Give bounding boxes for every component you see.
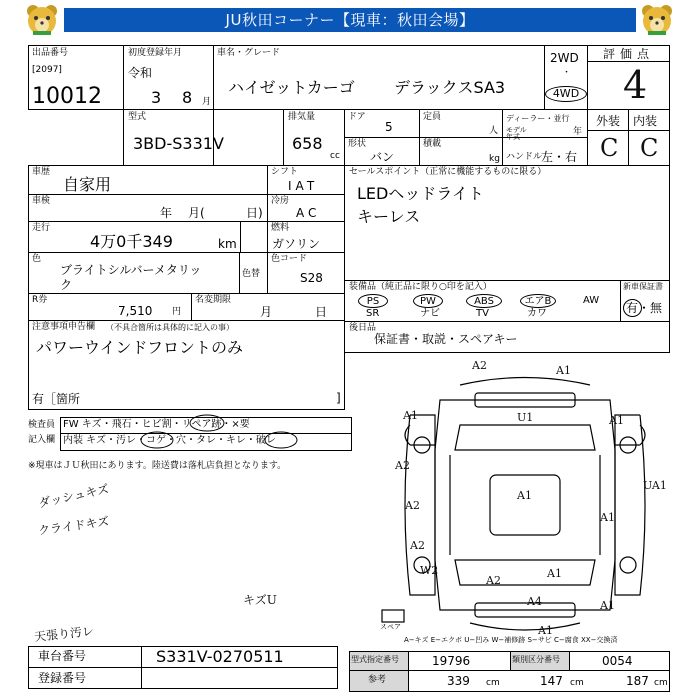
repair-history: 有［箇所 <box>32 392 81 406</box>
new-warranty-value: 有・無 <box>626 301 663 315</box>
car-name: ハイゼットカーゴ <box>228 78 355 97</box>
equip-abs: ABS <box>466 294 502 308</box>
color-change-label: 色替 <box>242 269 261 279</box>
mileage-label: 走行 <box>32 223 51 233</box>
shift-value: IAT <box>288 179 319 193</box>
score-value: 4 <box>623 63 648 107</box>
equip-aw: AW <box>583 295 600 306</box>
spare-label: スペア <box>380 623 401 631</box>
displacement-unit: cc <box>330 151 340 161</box>
dims-width-unit: cm <box>570 678 584 688</box>
shape-value: バン <box>370 150 395 164</box>
new-warranty-label: 新車保証書 <box>623 282 663 291</box>
type-cert-label: 型式指定番号 <box>351 655 399 664</box>
displacement-cell <box>213 109 345 166</box>
mark-a1-left: A1 <box>403 409 418 422</box>
handle-value: 左・右 <box>541 150 578 164</box>
fuel-label: 燃料 <box>271 223 290 233</box>
mark-a1-top: A1 <box>556 364 571 377</box>
mark-a1-rear: A1 <box>547 567 562 580</box>
car-outline <box>382 378 645 631</box>
dims-height-unit: cm <box>654 678 668 688</box>
handwritten-dash-scratch: ダッシュキズ <box>37 481 111 511</box>
mark-a2-mid-left: A2 <box>405 499 420 512</box>
inspection-year: 年 <box>160 206 173 220</box>
rear-accessories-value: 保証書・取説・スペアキー <box>374 332 518 346</box>
bear-mascot-icon <box>640 3 674 37</box>
mark-a1-right-low: A1 <box>600 511 615 524</box>
handwritten-glide-scratch: クライドキズ <box>37 514 111 538</box>
type-cert-value: 19796 <box>432 654 471 668</box>
displacement-divider <box>283 109 284 166</box>
check-label-1: 検査員 <box>28 420 56 430</box>
inspection-cell <box>28 194 268 222</box>
notes-label: 注意事項申告欄 <box>32 322 96 332</box>
dims-height: 187 <box>626 674 649 688</box>
header <box>0 0 700 42</box>
color-code-label: 色コード <box>271 254 308 264</box>
handle-label: ハンドル <box>506 152 543 162</box>
check-label-2: 記入欄 <box>28 435 56 445</box>
check-row-fw: FW キズ・飛石・ヒビ割・リペア跡・×要 <box>63 419 250 430</box>
transfer-label: 名変期限 <box>195 295 232 305</box>
mark-w2-left: W2 <box>420 564 439 577</box>
equip-sr: SR <box>366 308 380 319</box>
new-warranty-circle <box>623 299 642 317</box>
check-circle-marks <box>60 414 360 454</box>
doors-value: 5 <box>385 120 393 134</box>
drive-2wd: 2WD <box>550 51 579 65</box>
rear-accessories-label: 後日品 <box>349 323 377 333</box>
dims-label: 参考 <box>368 675 387 685</box>
mark-a2-top: A2 <box>472 359 487 372</box>
model-year-unit: 年 <box>573 127 583 137</box>
car-name-label: 車名・グレード <box>217 48 281 58</box>
lot-number: 10012 <box>32 84 102 109</box>
mark-ua1-right: UA1 <box>643 479 667 492</box>
equip-pw: PW <box>413 294 443 308</box>
inspection-day: 日) <box>246 206 263 220</box>
transfer-day: 日 <box>315 305 328 319</box>
chassis-value: S331V-0270511 <box>156 647 284 666</box>
usage-value: 自家用 <box>63 175 112 194</box>
equip-tv: TV <box>476 308 489 319</box>
dims-length-unit: cm <box>486 678 500 688</box>
mark-a1-center: A1 <box>517 489 532 502</box>
load-label: 積載 <box>423 139 442 149</box>
color-label: 色 <box>32 254 42 264</box>
model-year-label: モデル年式 <box>506 126 527 141</box>
bear-mascot-icon <box>25 3 59 37</box>
mileage-divider <box>240 221 241 253</box>
lot-label: 出品番号 <box>32 48 69 58</box>
score-label: 評価点 <box>603 47 655 61</box>
mark-a2-low-left: A2 <box>410 539 425 552</box>
shape-label: 形状 <box>348 139 367 149</box>
repair-history-close: ] <box>336 391 341 405</box>
usage-label: 車歴 <box>32 167 51 177</box>
equip-leather: カワ <box>527 308 547 319</box>
interior-grade: C <box>640 134 659 162</box>
displacement-value: 658 <box>292 134 323 153</box>
drive-4wd-circled: 4WD <box>545 86 587 102</box>
interior-label: 内装 <box>633 114 658 128</box>
load-unit: kg <box>489 154 500 164</box>
mileage-value: 4万0千349 <box>90 232 173 251</box>
fuel-value: ガソリン <box>272 237 321 251</box>
reg-number-label: 登録番号 <box>38 671 87 685</box>
dims-length: 339 <box>447 674 470 688</box>
dealer-label: ディーラー・並行 <box>506 114 570 123</box>
doors-label: ドア <box>348 112 366 122</box>
header-title: JU秋田コーナー【現車：秋田会場】 <box>64 8 636 32</box>
check-row-interior: 内装 キズ・汚レ・コゲ・穴・タレ・キレ・破レ <box>63 435 276 446</box>
recycle-unit: 円 <box>172 307 182 317</box>
sales-point-label: セールスポイント（正常に機能するものに限る） <box>349 167 547 177</box>
mark-a1-bottom: A1 <box>538 624 553 637</box>
recycle-label: R券 <box>32 295 48 305</box>
dims-width: 147 <box>540 674 563 688</box>
mark-a1-rear-right: A1 <box>600 599 615 612</box>
capacity-label: 定員 <box>423 112 442 122</box>
mark-u1-roof: U1 <box>517 411 534 424</box>
model-label: 型式 <box>128 112 147 122</box>
color-code-value: S28 <box>300 271 323 285</box>
equipment-label: 装備品（純正品に限り○印を記入） <box>349 282 492 292</box>
score-divider <box>587 61 670 62</box>
ac-value: AC <box>296 206 321 220</box>
mark-a2-rear-left: A2 <box>486 574 501 587</box>
handwritten-ceiling-stain: 天張り汚レ <box>33 623 95 645</box>
damage-legend: A−キズ E−エクボ U−凹み W−補修跡 S−サビ C−腐食 XX−交換済 <box>404 636 618 644</box>
interior-divider <box>628 109 629 166</box>
mark-a1-right: A1 <box>609 414 624 427</box>
shift-label: シフト <box>271 167 299 177</box>
model-code: 3BD-S331V <box>133 134 224 153</box>
registration-year: 3 <box>151 88 162 107</box>
ac-label: 冷房 <box>271 196 290 206</box>
sales-point-led: LEDヘッドライト <box>357 184 484 203</box>
transfer-month: 月 <box>260 305 273 319</box>
equip-navi: ナビ <box>420 308 440 319</box>
color-value-line2: ク <box>60 278 73 292</box>
mileage-unit: km <box>218 237 237 251</box>
notes-value: パワーウインドフロントのみ <box>36 338 244 357</box>
class-cert-value: 0054 <box>602 654 633 668</box>
mark-a4-rear: A4 <box>527 595 542 608</box>
equip-ps: PS <box>358 294 388 308</box>
recycle-cell <box>28 293 192 321</box>
registration-era: 令和 <box>128 66 153 80</box>
equip-airbag: エアB <box>520 294 556 308</box>
drive-separator: ・ <box>562 68 572 78</box>
notice-text: ※現車はＪＵ秋田にあります。陸送費は落札店負担となります。 <box>28 461 287 471</box>
capacity-unit: 人 <box>489 126 499 136</box>
inspection-month: 月( <box>188 206 205 220</box>
lot-sub-number: [2097] <box>32 65 62 75</box>
registration-month-unit: 月 <box>202 97 212 107</box>
displacement-label: 排気量 <box>288 112 316 122</box>
registration-month: 8 <box>182 88 193 107</box>
exterior-grade: C <box>600 134 619 162</box>
notes-sub-label: （不具合箇所は具体的に記入の事） <box>106 323 234 332</box>
chassis-label: 車台番号 <box>38 649 87 663</box>
class-cert-label: 類別区分番号 <box>512 655 560 664</box>
sales-point-keyless: キーレス <box>357 207 421 226</box>
handwritten-scratch-u: キズU <box>243 593 277 607</box>
registration-label: 初度登録年月 <box>128 48 183 58</box>
color-value-line1: ブライトシルバーメタリッ <box>60 263 202 277</box>
recycle-value: 7,510 <box>118 304 153 318</box>
inspection-label: 車検 <box>32 196 51 206</box>
car-grade: デラックスSA3 <box>394 78 506 97</box>
mark-a2-left: A2 <box>395 459 410 472</box>
exterior-label: 外装 <box>596 114 621 128</box>
